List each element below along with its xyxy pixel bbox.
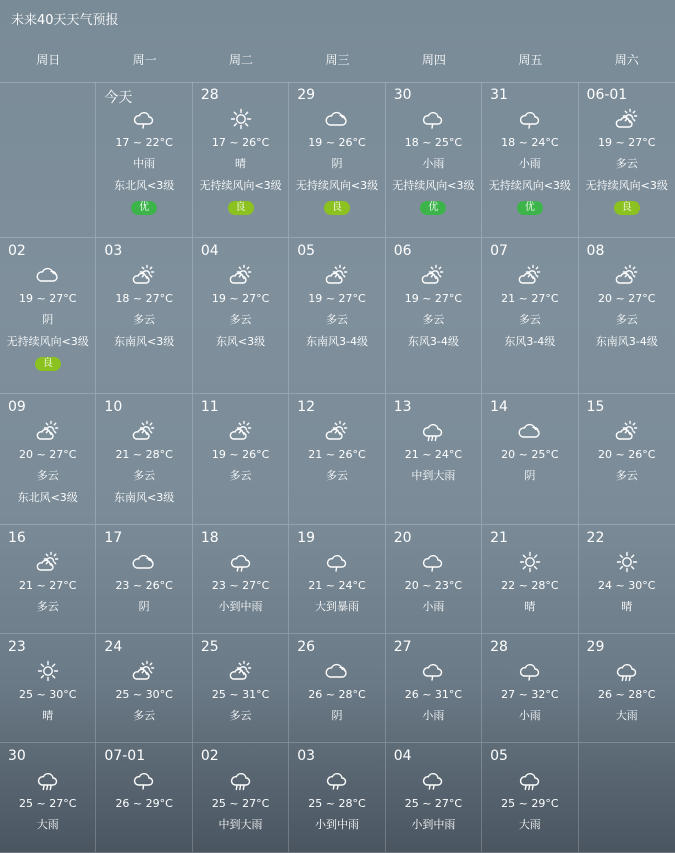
rain-light-icon <box>325 550 349 574</box>
day-cell[interactable] <box>96 82 192 238</box>
day-cell[interactable] <box>96 743 192 853</box>
rain-light-icon <box>421 659 445 683</box>
temperature-range: 23 ~ 26°C <box>115 579 173 592</box>
wind-info: 东南风3-4级 <box>595 335 658 348</box>
temperature-range: 19 ~ 26°C <box>211 448 270 461</box>
temperature-range: 26 ~ 29°C <box>115 797 173 810</box>
temperature-range: 21 ~ 27°C <box>501 292 559 305</box>
weather-condition: 大雨 <box>615 709 638 722</box>
weekday-header <box>0 38 675 83</box>
temperature-range: 25 ~ 29°C <box>501 797 559 810</box>
wind-info: 无持续风向<3级 <box>199 179 282 192</box>
day-cell[interactable] <box>482 238 578 394</box>
day-date: 02 <box>8 243 26 259</box>
week-row <box>0 82 675 238</box>
wind-info: 无持续风向<3级 <box>295 179 379 192</box>
partly-cloudy-icon <box>421 263 445 287</box>
weather-condition: 多云 <box>229 709 252 722</box>
weather-condition: 多云 <box>229 313 252 326</box>
wind-info: 东南风3-4级 <box>305 335 368 348</box>
cloud-overcast-icon <box>132 550 156 574</box>
day-date: 05 <box>297 243 316 259</box>
cloud-overcast-icon <box>325 107 349 131</box>
partly-cloudy-icon <box>615 419 639 443</box>
day-date: 14 <box>490 399 508 415</box>
wind-info: 无持续风向<3级 <box>488 179 571 192</box>
aqi-badge: 优 <box>131 201 157 215</box>
day-date: 25 <box>200 639 219 655</box>
weather-condition: 阴 <box>138 600 150 613</box>
wind-info: 东北风<3级 <box>114 179 175 192</box>
temperature-range: 20 ~ 27°C <box>598 292 656 305</box>
rain-medium-icon <box>325 768 349 792</box>
temperature-range: 19 ~ 27°C <box>598 136 656 149</box>
weather-condition: 多云 <box>615 469 638 482</box>
day-cell[interactable] <box>386 743 482 853</box>
day-cell[interactable] <box>193 82 289 238</box>
day-date: 02 <box>200 748 219 764</box>
empty-day-cell <box>0 82 96 238</box>
weather-condition: 小雨 <box>422 157 445 170</box>
day-cell[interactable] <box>193 634 289 743</box>
weather-condition: 晴 <box>42 709 54 722</box>
weather-condition: 大雨 <box>518 818 541 831</box>
weather-condition: 阴 <box>331 709 343 722</box>
partly-cloudy-icon <box>132 263 156 287</box>
rain-heavy-icon <box>615 659 639 683</box>
weekday-label: 周三 <box>325 53 350 67</box>
partly-cloudy-icon <box>36 550 60 574</box>
weather-condition: 阴 <box>42 313 54 326</box>
day-cell[interactable] <box>482 634 578 743</box>
day-cell[interactable] <box>579 634 675 743</box>
weather-condition: 大雨 <box>36 818 59 831</box>
day-cell[interactable] <box>386 238 482 394</box>
sun-icon <box>36 659 60 683</box>
weather-condition: 多云 <box>325 469 348 482</box>
partly-cloudy-icon <box>229 659 253 683</box>
rain-light-icon <box>518 107 542 131</box>
weather-condition: 阴 <box>331 157 343 170</box>
weekday-label: 周二 <box>229 53 254 67</box>
temperature-range: 20 ~ 23°C <box>404 579 463 592</box>
weather-condition: 小到中雨 <box>314 818 359 831</box>
day-date: 09 <box>8 399 26 415</box>
day-cell[interactable] <box>579 394 675 525</box>
temperature-range: 18 ~ 27°C <box>115 292 173 305</box>
day-cell[interactable] <box>0 743 96 853</box>
temperature-range: 19 ~ 26°C <box>308 136 366 149</box>
day-date: 03 <box>104 243 123 259</box>
temperature-range: 26 ~ 31°C <box>404 688 463 701</box>
temperature-range: 25 ~ 30°C <box>19 688 77 701</box>
day-date: 10 <box>104 399 123 415</box>
day-cell[interactable] <box>96 634 192 743</box>
week-row <box>0 634 675 743</box>
weather-condition: 多云 <box>615 157 638 170</box>
partly-cloudy-icon <box>132 419 156 443</box>
temperature-range: 26 ~ 28°C <box>308 688 366 701</box>
wind-info: 无持续风向<3级 <box>585 179 668 192</box>
day-date: 31 <box>490 87 508 103</box>
temperature-range: 21 ~ 28°C <box>115 448 173 461</box>
day-date: 11 <box>200 399 219 415</box>
temperature-range: 17 ~ 26°C <box>211 136 270 149</box>
day-cell[interactable] <box>386 634 482 743</box>
partly-cloudy-icon <box>229 263 253 287</box>
partly-cloudy-icon <box>229 419 253 443</box>
wind-info: 东南风<3级 <box>114 491 175 504</box>
partly-cloudy-icon <box>36 419 60 443</box>
day-cell[interactable] <box>0 394 96 525</box>
weather-condition: 小到中雨 <box>411 818 456 831</box>
temperature-range: 21 ~ 27°C <box>19 579 77 592</box>
weather-condition: 中到大雨 <box>218 818 263 831</box>
weather-condition: 多云 <box>422 313 445 326</box>
temperature-range: 24 ~ 30°C <box>598 579 656 592</box>
weather-condition: 多云 <box>615 313 638 326</box>
day-cell[interactable] <box>386 394 482 525</box>
day-date: 13 <box>393 399 412 415</box>
temperature-range: 19 ~ 27°C <box>404 292 463 305</box>
rain-medium-icon <box>421 768 445 792</box>
day-cell[interactable] <box>193 394 289 525</box>
aqi-badge: 良 <box>228 201 254 215</box>
weather-condition: 小雨 <box>422 709 445 722</box>
day-cell[interactable] <box>386 82 482 238</box>
temperature-range: 20 ~ 27°C <box>19 448 77 461</box>
day-cell[interactable] <box>289 82 385 238</box>
day-date: 16 <box>8 530 26 546</box>
rain-light-icon <box>421 107 445 131</box>
temperature-range: 25 ~ 30°C <box>115 688 173 701</box>
temperature-range: 25 ~ 27°C <box>211 797 270 810</box>
day-date: 20 <box>393 530 412 546</box>
partly-cloudy-icon <box>615 107 639 131</box>
wind-info: 东风<3级 <box>215 335 266 348</box>
weather-condition: 多云 <box>133 709 156 722</box>
weekday-label: 周五 <box>518 53 543 67</box>
temperature-range: 25 ~ 27°C <box>19 797 77 810</box>
rain-light-icon <box>132 768 156 792</box>
temperature-range: 21 ~ 24°C <box>404 448 463 461</box>
wind-info: 东南风<3级 <box>114 335 175 348</box>
weather-condition: 多云 <box>133 313 156 326</box>
day-date: 24 <box>104 639 123 655</box>
day-cell[interactable] <box>482 743 578 853</box>
temperature-range: 22 ~ 28°C <box>501 579 559 592</box>
temperature-range: 21 ~ 26°C <box>308 448 366 461</box>
wind-info: 东风3-4级 <box>504 335 556 348</box>
day-date: 12 <box>297 399 316 415</box>
day-cell[interactable] <box>289 525 385 634</box>
day-cell[interactable] <box>289 238 385 394</box>
aqi-badge: 良 <box>614 201 640 215</box>
day-date: 07-01 <box>104 748 146 764</box>
day-date: 05 <box>490 748 508 764</box>
temperature-range: 23 ~ 27°C <box>211 579 270 592</box>
rain-heavy-icon <box>229 768 253 792</box>
weekday-label: 周四 <box>421 53 446 67</box>
week-row <box>0 743 675 853</box>
rain-light-icon <box>518 659 542 683</box>
weekday-label: 周六 <box>614 53 639 67</box>
page-title: 未来40天天气预报 <box>11 13 119 28</box>
day-date: 29 <box>586 639 605 655</box>
day-cell[interactable] <box>0 634 96 743</box>
rain-heavy-icon <box>36 768 60 792</box>
day-cell[interactable] <box>482 394 578 525</box>
cloud-overcast-icon <box>325 659 349 683</box>
partly-cloudy-icon <box>132 659 156 683</box>
weather-condition: 晴 <box>621 600 633 613</box>
weather-condition: 晴 <box>524 600 536 613</box>
day-date: 今天 <box>104 90 133 106</box>
day-date: 04 <box>393 748 412 764</box>
day-date: 15 <box>586 399 605 415</box>
partly-cloudy-icon <box>325 263 349 287</box>
day-date: 19 <box>297 530 316 546</box>
rain-heavy-icon <box>518 768 542 792</box>
day-cell[interactable] <box>96 394 192 525</box>
weather-condition: 多云 <box>133 469 156 482</box>
day-cell[interactable] <box>0 238 96 394</box>
cloud-overcast-icon <box>518 419 542 443</box>
temperature-range: 18 ~ 24°C <box>501 136 559 149</box>
temperature-range: 21 ~ 24°C <box>308 579 366 592</box>
wind-info: 东风3-4级 <box>407 335 459 348</box>
empty-day-cell <box>579 743 675 853</box>
week-row <box>0 525 675 634</box>
weather-condition: 小雨 <box>518 709 541 722</box>
day-cell[interactable] <box>579 82 675 238</box>
day-date: 23 <box>8 639 26 655</box>
day-date: 28 <box>490 639 508 655</box>
temperature-range: 25 ~ 31°C <box>211 688 270 701</box>
temperature-range: 20 ~ 26°C <box>598 448 656 461</box>
day-date: 30 <box>393 87 412 103</box>
wind-info: 无持续风向<3级 <box>6 335 89 348</box>
weather-condition: 小雨 <box>422 600 445 613</box>
day-date: 22 <box>586 530 605 546</box>
aqi-badge: 优 <box>420 201 446 215</box>
temperature-range: 19 ~ 27°C <box>211 292 270 305</box>
sun-icon <box>615 550 639 574</box>
day-cell[interactable] <box>289 743 385 853</box>
day-date: 06 <box>393 243 412 259</box>
weather-condition: 大到暴雨 <box>314 600 359 613</box>
day-date: 08 <box>586 243 605 259</box>
day-cell[interactable] <box>193 743 289 853</box>
day-date: 06-01 <box>586 87 628 103</box>
weather-condition: 中雨 <box>133 157 156 170</box>
aqi-badge: 良 <box>35 357 61 371</box>
day-date: 07 <box>490 243 508 259</box>
weather-condition: 阴 <box>524 469 536 482</box>
temperature-range: 19 ~ 27°C <box>19 292 77 305</box>
day-date: 26 <box>297 639 316 655</box>
weather-condition: 小到中雨 <box>218 600 263 613</box>
day-date: 27 <box>393 639 412 655</box>
weather-condition: 中到大雨 <box>411 469 456 482</box>
day-cell[interactable] <box>193 525 289 634</box>
day-cell[interactable] <box>96 525 192 634</box>
partly-cloudy-icon <box>518 263 542 287</box>
aqi-badge: 优 <box>517 201 543 215</box>
temperature-range: 19 ~ 27°C <box>308 292 366 305</box>
calendar-grid <box>0 82 675 853</box>
wind-info: 无持续风向<3级 <box>392 179 475 192</box>
day-date: 21 <box>490 530 508 546</box>
temperature-range: 25 ~ 28°C <box>308 797 366 810</box>
aqi-badge: 良 <box>324 201 350 215</box>
sun-icon <box>518 550 542 574</box>
day-cell[interactable] <box>482 525 578 634</box>
temperature-range: 26 ~ 28°C <box>598 688 656 701</box>
temperature-range: 25 ~ 27°C <box>404 797 463 810</box>
partly-cloudy-icon <box>615 263 639 287</box>
day-cell[interactable] <box>579 525 675 634</box>
wind-info: 东北风<3级 <box>17 491 78 504</box>
temperature-range: 18 ~ 25°C <box>404 136 463 149</box>
weather-condition: 多云 <box>325 313 348 326</box>
weather-condition: 晴 <box>235 157 247 170</box>
partly-cloudy-icon <box>325 419 349 443</box>
day-date: 28 <box>200 87 219 103</box>
weather-condition: 小雨 <box>518 157 541 170</box>
week-row <box>0 394 675 525</box>
cloud-overcast-icon <box>36 263 60 287</box>
day-cell[interactable] <box>289 394 385 525</box>
weekday-label: 周一 <box>132 53 157 67</box>
week-row <box>0 238 675 394</box>
weather-condition: 多云 <box>36 600 59 613</box>
day-date: 29 <box>297 87 316 103</box>
rain-light-icon <box>421 550 445 574</box>
day-cell[interactable] <box>482 82 578 238</box>
day-cell[interactable] <box>96 238 192 394</box>
weekday-label: 周日 <box>36 53 61 67</box>
rain-light-icon <box>132 107 156 131</box>
day-date: 30 <box>8 748 26 764</box>
day-date: 18 <box>200 530 219 546</box>
temperature-range: 17 ~ 22°C <box>115 136 173 149</box>
temperature-range: 20 ~ 25°C <box>501 448 559 461</box>
day-cell[interactable] <box>386 525 482 634</box>
weather-condition: 多云 <box>36 469 59 482</box>
sun-icon <box>229 107 253 131</box>
weather-condition: 多云 <box>518 313 541 326</box>
day-date: 17 <box>104 530 123 546</box>
rain-heavy-icon <box>421 419 445 443</box>
day-cell[interactable] <box>0 525 96 634</box>
rain-medium-icon <box>229 550 253 574</box>
temperature-range: 27 ~ 32°C <box>501 688 559 701</box>
day-cell[interactable] <box>579 238 675 394</box>
day-cell[interactable] <box>289 634 385 743</box>
day-date: 03 <box>297 748 316 764</box>
day-cell[interactable] <box>193 238 289 394</box>
weather-condition: 多云 <box>229 469 252 482</box>
day-date: 04 <box>200 243 219 259</box>
